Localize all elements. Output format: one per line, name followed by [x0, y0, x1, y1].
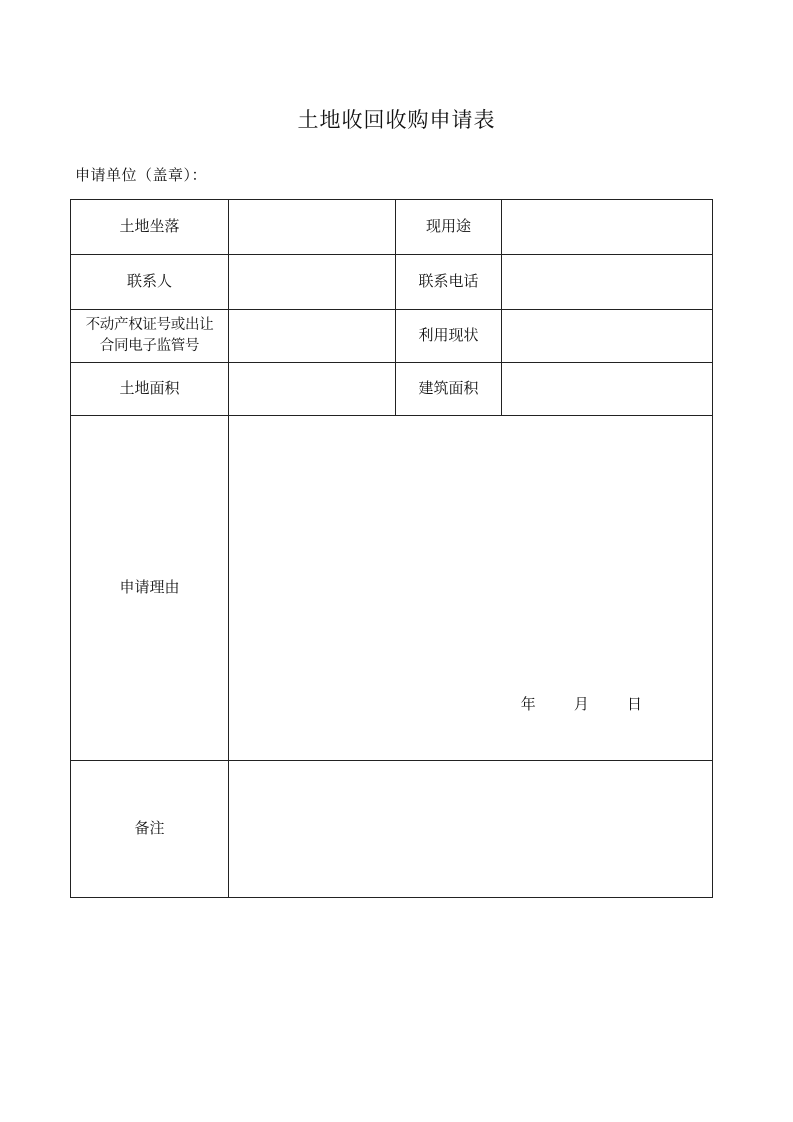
utilization-status-field[interactable] [502, 310, 713, 363]
current-use-field[interactable] [502, 200, 713, 255]
land-area-label: 土地面积 [71, 363, 229, 416]
current-use-label: 现用途 [396, 200, 502, 255]
contact-person-label: 联系人 [71, 255, 229, 310]
certificate-number-field[interactable] [229, 310, 396, 363]
land-location-label: 土地坐落 [71, 200, 229, 255]
application-form-table [70, 199, 713, 898]
contact-phone-label: 联系电话 [396, 255, 502, 310]
application-reason-field[interactable] [229, 416, 713, 761]
table-row [71, 310, 713, 363]
table-row [71, 761, 713, 898]
building-area-field[interactable] [502, 363, 713, 416]
land-area-field[interactable] [229, 363, 396, 416]
certificate-label-line-1: 不动产权证号或出让 [85, 316, 214, 333]
application-reason-label: 申请理由 [71, 416, 229, 761]
remarks-field[interactable] [229, 761, 713, 898]
certificate-number-label [71, 310, 229, 363]
contact-phone-field[interactable] [502, 255, 713, 310]
certificate-label-line-2: 合同电子监管号 [99, 338, 200, 354]
table-row [71, 200, 713, 255]
table-row [71, 416, 713, 761]
contact-person-field[interactable] [229, 255, 396, 310]
applicant-unit-label: 申请单位（盖章）： [75, 166, 208, 184]
utilization-status-label: 利用现状 [396, 310, 502, 363]
document-title: 土地收回收购申请表 [297, 108, 496, 132]
date-line: 年 月 日 [520, 695, 642, 713]
remarks-label: 备注 [71, 761, 229, 898]
land-location-field[interactable] [229, 200, 396, 255]
table-row [71, 363, 713, 416]
table-row [71, 255, 713, 310]
building-area-label: 建筑面积 [396, 363, 502, 416]
